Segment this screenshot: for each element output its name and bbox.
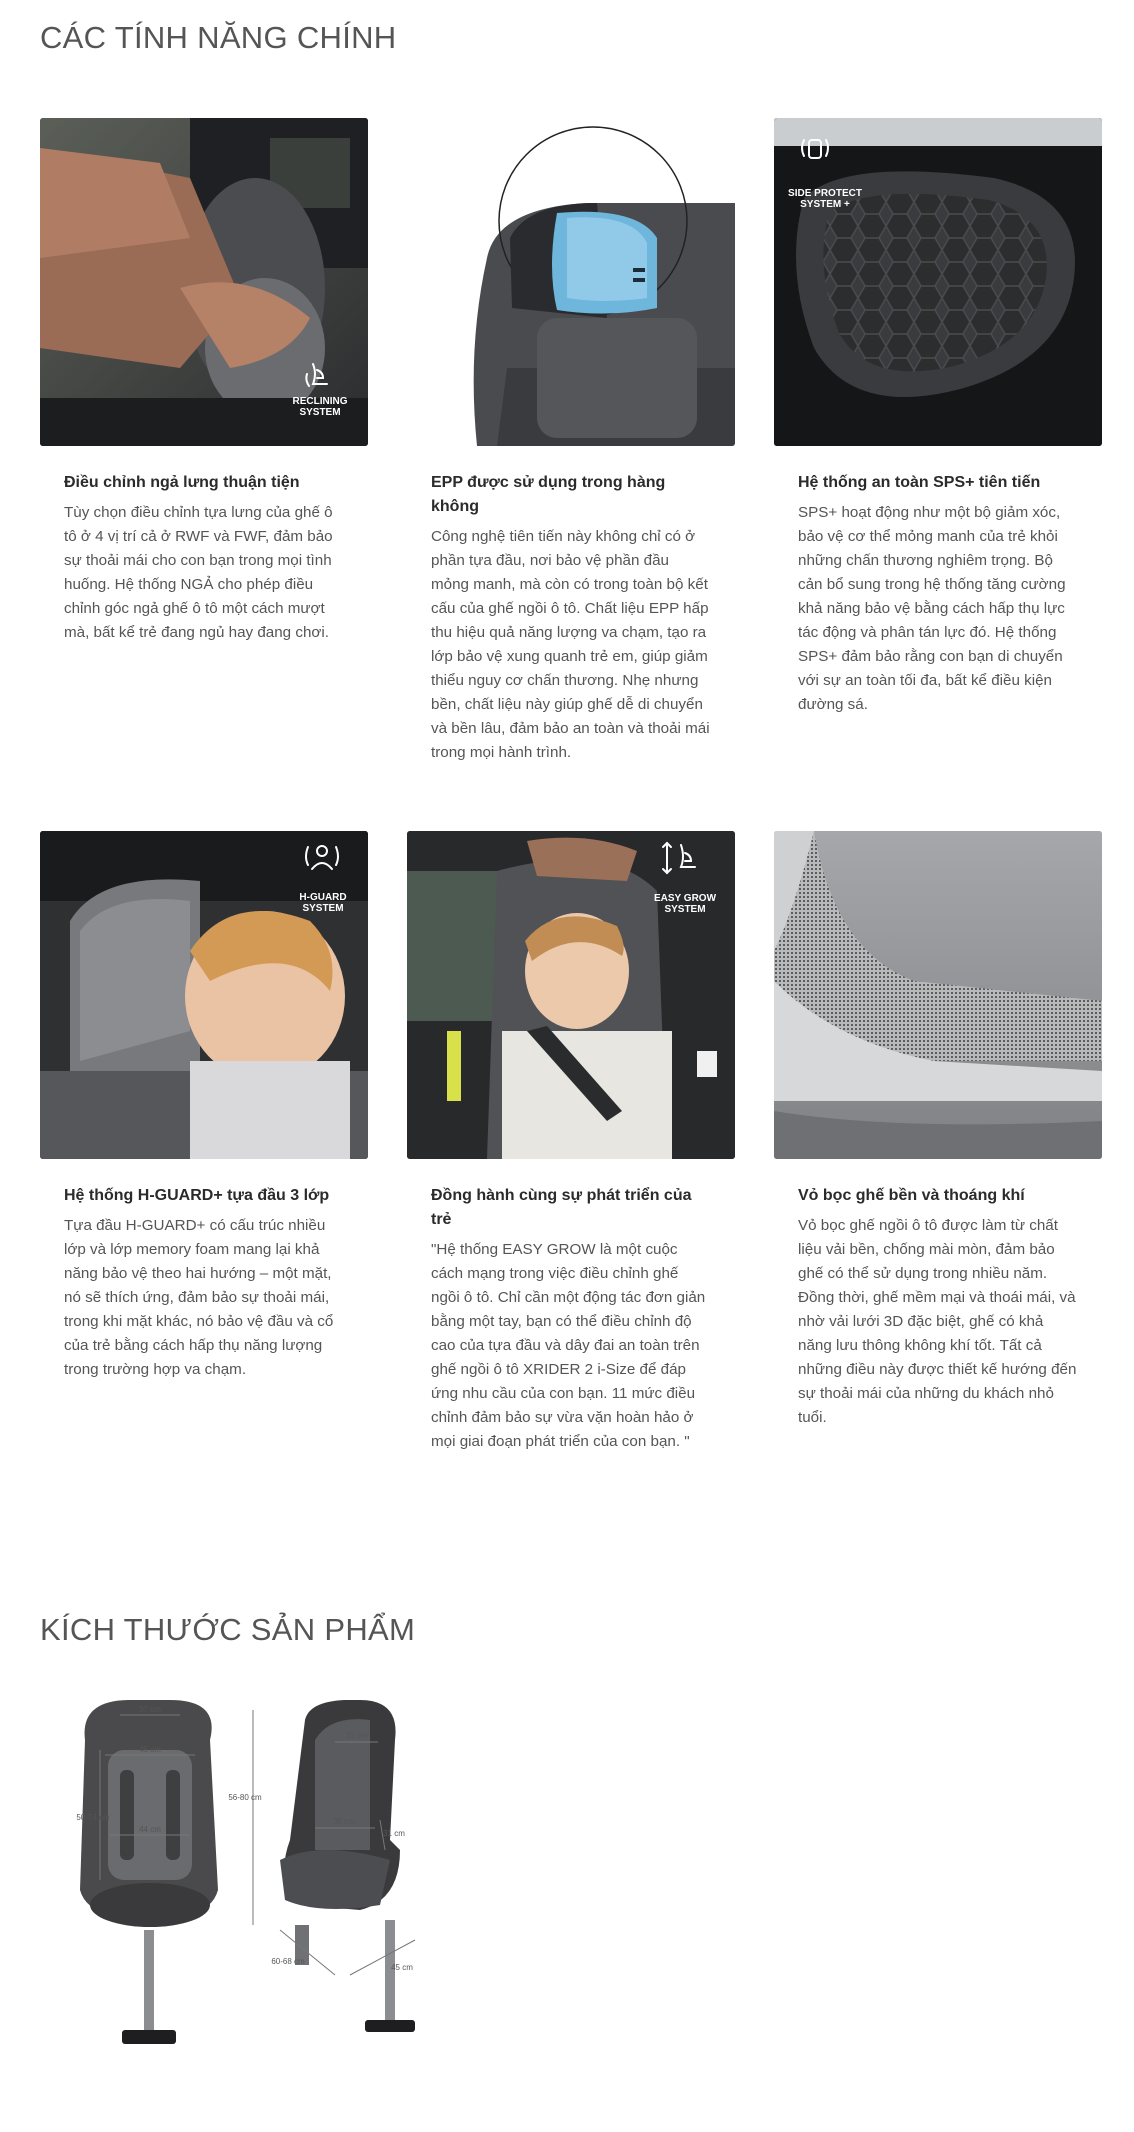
feature-card-hguard (40, 831, 368, 1454)
dim-base: 45 cm (391, 1963, 413, 1972)
card-text: Vỏ bọc ghế ngồi ô tô được làm từ chất liệu vải bền, chống mài mòn, đảm bảo ghế có thể sử dụng trong nhiều năm. Đồng thời, ghế mềm mại và thoái mái, và nhờ vải lưới 3D đặc biệt, ghế có khả năng lưu thông không khí tốt. Tất cả những điều này được thiết kế hướng đến sự thoải mái của những du khách nhỏ tuổi. (798, 1217, 1077, 1426)
dim-headrest: 22 cm (346, 1731, 368, 1740)
card-text: "Hệ thống EASY GROW là một cuộc cách mạng trong việc điều chỉnh ghế ngồi ô tô. Chỉ cần một động tác đơn giản bằng một tay, bạn có thể điều chỉnh độ cao của tựa đầu và dây đai an toàn trên ghế ngồi ô tô XRIDER 2 i-Size để đáp ứng nhu cầu của con bạn. 11 mức điều chỉnh đảm bảo sự vừa vặn hoàn hảo ở mọi giai đoạn phát triển của con bạn. " (431, 1241, 706, 1450)
feature-card-reclining (40, 118, 368, 765)
seat-side-view (280, 1700, 415, 2032)
features-row-1 (40, 118, 1104, 765)
sps-image (774, 118, 1102, 446)
fabric-closeup (774, 831, 1102, 1159)
dim-length: 60-68 cm (271, 1957, 305, 1966)
card-text: Tùy chọn điều chỉnh tựa lưng của ghế ô tô ở 4 vị trí cả ở RWF và FWF, đảm bảo sự thoải mái cho con bạn trong mọi tình huống. Hệ thống NGẢ cho phép điều chỉnh góc ngả ghế ô tô một cách mượt mà, bất kể trẻ đang ngủ hay đang chơi. (64, 504, 333, 641)
card-text: Công nghệ tiên tiến này không chỉ có ở phần tựa đầu, nơi bảo vệ phần đầu mỏng manh, mà còn có trong toàn bộ kết cấu của ghế ngồi ô tô. Chất liệu EPP hấp thu hiệu quả năng lượng va chạm, tạo ra lớp bảo vệ xung quanh trẻ em, giúp giảm thiểu nguy cơ chấn thương. Nhẹ nhưng bền, chất liệu này giúp ghế dễ di chuyển và bền lâu, đảm bảo an toàn và thoải mái trong mọi hành trình. (431, 528, 710, 761)
epp-headrest-cutaway (407, 118, 735, 446)
easygrow-image (407, 831, 735, 1159)
dimensions-figure (60, 1700, 510, 2070)
features-grid (40, 118, 1104, 765)
card-title: Hệ thống H-GUARD+ tựa đầu 3 lớp (64, 1187, 330, 1204)
fabric-image (774, 831, 1102, 1159)
easygrow-badge: EASY GROW SYSTEM (653, 893, 717, 915)
reclining-badge: RECLINING SYSTEM (292, 396, 348, 418)
features-heading: CÁC TÍNH NĂNG CHÍNH (40, 20, 397, 55)
card-title: Điều chỉnh ngả lưng thuận tiện (64, 474, 300, 491)
reclining-image (40, 118, 368, 446)
dim-back-width: 45 cm (139, 1745, 161, 1754)
feature-card-easygrow (407, 831, 735, 1454)
easy-grow-icon (661, 839, 701, 877)
dim-seat-depth: 35 cm (333, 1817, 355, 1826)
feature-card-fabric (774, 831, 1102, 1454)
card-text: SPS+ hoạt động như một bộ giảm xóc, bảo vệ cơ thể mỏng manh của trẻ khỏi những chấn thương nghiêm trọng. Bộ cản bổ sung trong hệ thống tăng cường khả năng bảo vệ bằng cách hấp thụ lực tác động và phân tán lực đó. Hệ thống SPS+ đảm bảo rằng con bạn di chuyển với sự an toàn tối đa, bất kể điều kiện đường sá. (798, 504, 1066, 713)
sps-badge: SIDE PROTECT SYSTEM + (788, 188, 862, 210)
features-grid-2 (40, 831, 1104, 1454)
feature-card-sps (774, 118, 1102, 765)
feature-card-epp (407, 118, 735, 765)
dim-seat-width: 44 cm (139, 1825, 161, 1834)
card-title: Đồng hành cùng sự phát triển của trẻ (431, 1187, 692, 1228)
card-text: Tựa đầu H-GUARD+ có cấu trúc nhiều lớp và lớp memory foam mang lại khả năng bảo vệ theo hai hướng – một mặt, nó sẽ thích ứng, đảm bảo sự thoải mái, trong khi mặt khác, nó bảo vệ đầu và cổ của trẻ bằng cách hấp thụ năng lượng trong trường hợp va chạm. (64, 1217, 334, 1378)
card-title: Vỏ bọc ghế bền và thoáng khí (798, 1187, 1025, 1204)
features-row-2 (40, 831, 1104, 1454)
reclining-seat-icon (303, 360, 335, 392)
dim-total-height: 56-80 cm (228, 1793, 262, 1802)
dim-back-height: 50-74 cm (76, 1813, 110, 1822)
side-protect-icon (798, 132, 832, 166)
hguard-image (40, 831, 368, 1159)
dim-side: 31 cm (383, 1829, 405, 1838)
dimensions-heading: KÍCH THƯỚC SẢN PHẨM (40, 1612, 416, 1647)
epp-image (407, 118, 735, 446)
card-title: EPP được sử dụng trong hàng không (431, 474, 666, 515)
h-guard-icon (304, 839, 340, 875)
card-title: Hệ thống an toàn SPS+ tiên tiến (798, 474, 1041, 491)
dim-top-width: 37 cm (139, 1705, 161, 1714)
hguard-badge: H-GUARD SYSTEM (299, 892, 347, 914)
